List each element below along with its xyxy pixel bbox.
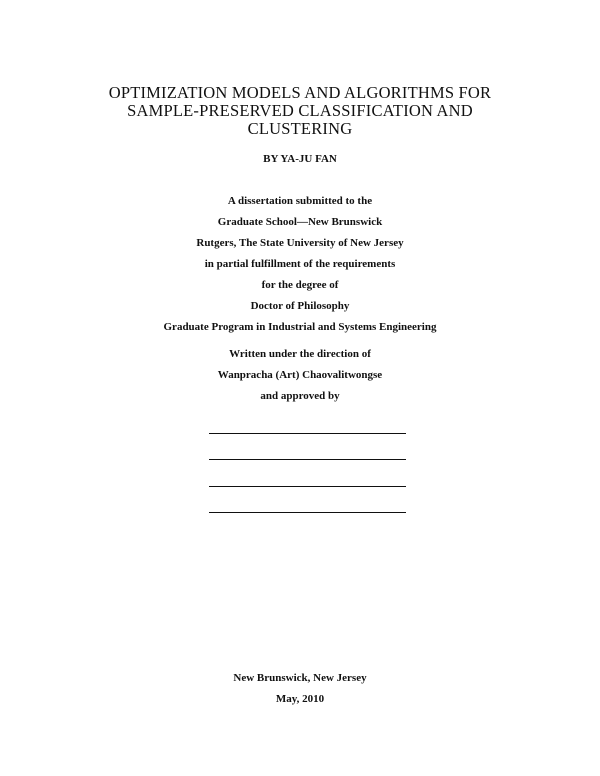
place-line: New Brunswick, New Jersey bbox=[233, 672, 367, 684]
signature-line bbox=[209, 486, 406, 487]
requirements-line: in partial fulfillment of the requirements bbox=[204, 258, 396, 270]
signature-line bbox=[209, 512, 406, 513]
graduate-school-line: Graduate School—New Brunswick bbox=[217, 216, 383, 228]
degree-line: Doctor of Philosophy bbox=[250, 300, 350, 312]
direction-line: Written under the direction of bbox=[229, 348, 371, 360]
author-line: BY YA-JU FAN bbox=[263, 153, 337, 165]
degree-intro-line: for the degree of bbox=[261, 279, 339, 291]
advisor-line: Wanpracha (Art) Chaovalitwongse bbox=[217, 369, 383, 381]
title-line: SAMPLE-PRESERVED CLASSIFICATION AND bbox=[127, 101, 473, 120]
submission-line: A dissertation submitted to the bbox=[227, 195, 373, 207]
title-line: OPTIMIZATION MODELS AND ALGORITHMS FOR bbox=[108, 83, 492, 102]
signature-line bbox=[209, 433, 406, 434]
signature-line bbox=[209, 459, 406, 460]
approval-line: and approved by bbox=[260, 390, 340, 402]
date-line: May, 2010 bbox=[275, 693, 325, 705]
program-line: Graduate Program in Industrial and Systems Engineering bbox=[163, 321, 437, 333]
dissertation-title bbox=[0, 84, 600, 138]
title-line: CLUSTERING bbox=[247, 119, 353, 138]
university-line: Rutgers, The State University of New Jersey bbox=[196, 237, 404, 249]
